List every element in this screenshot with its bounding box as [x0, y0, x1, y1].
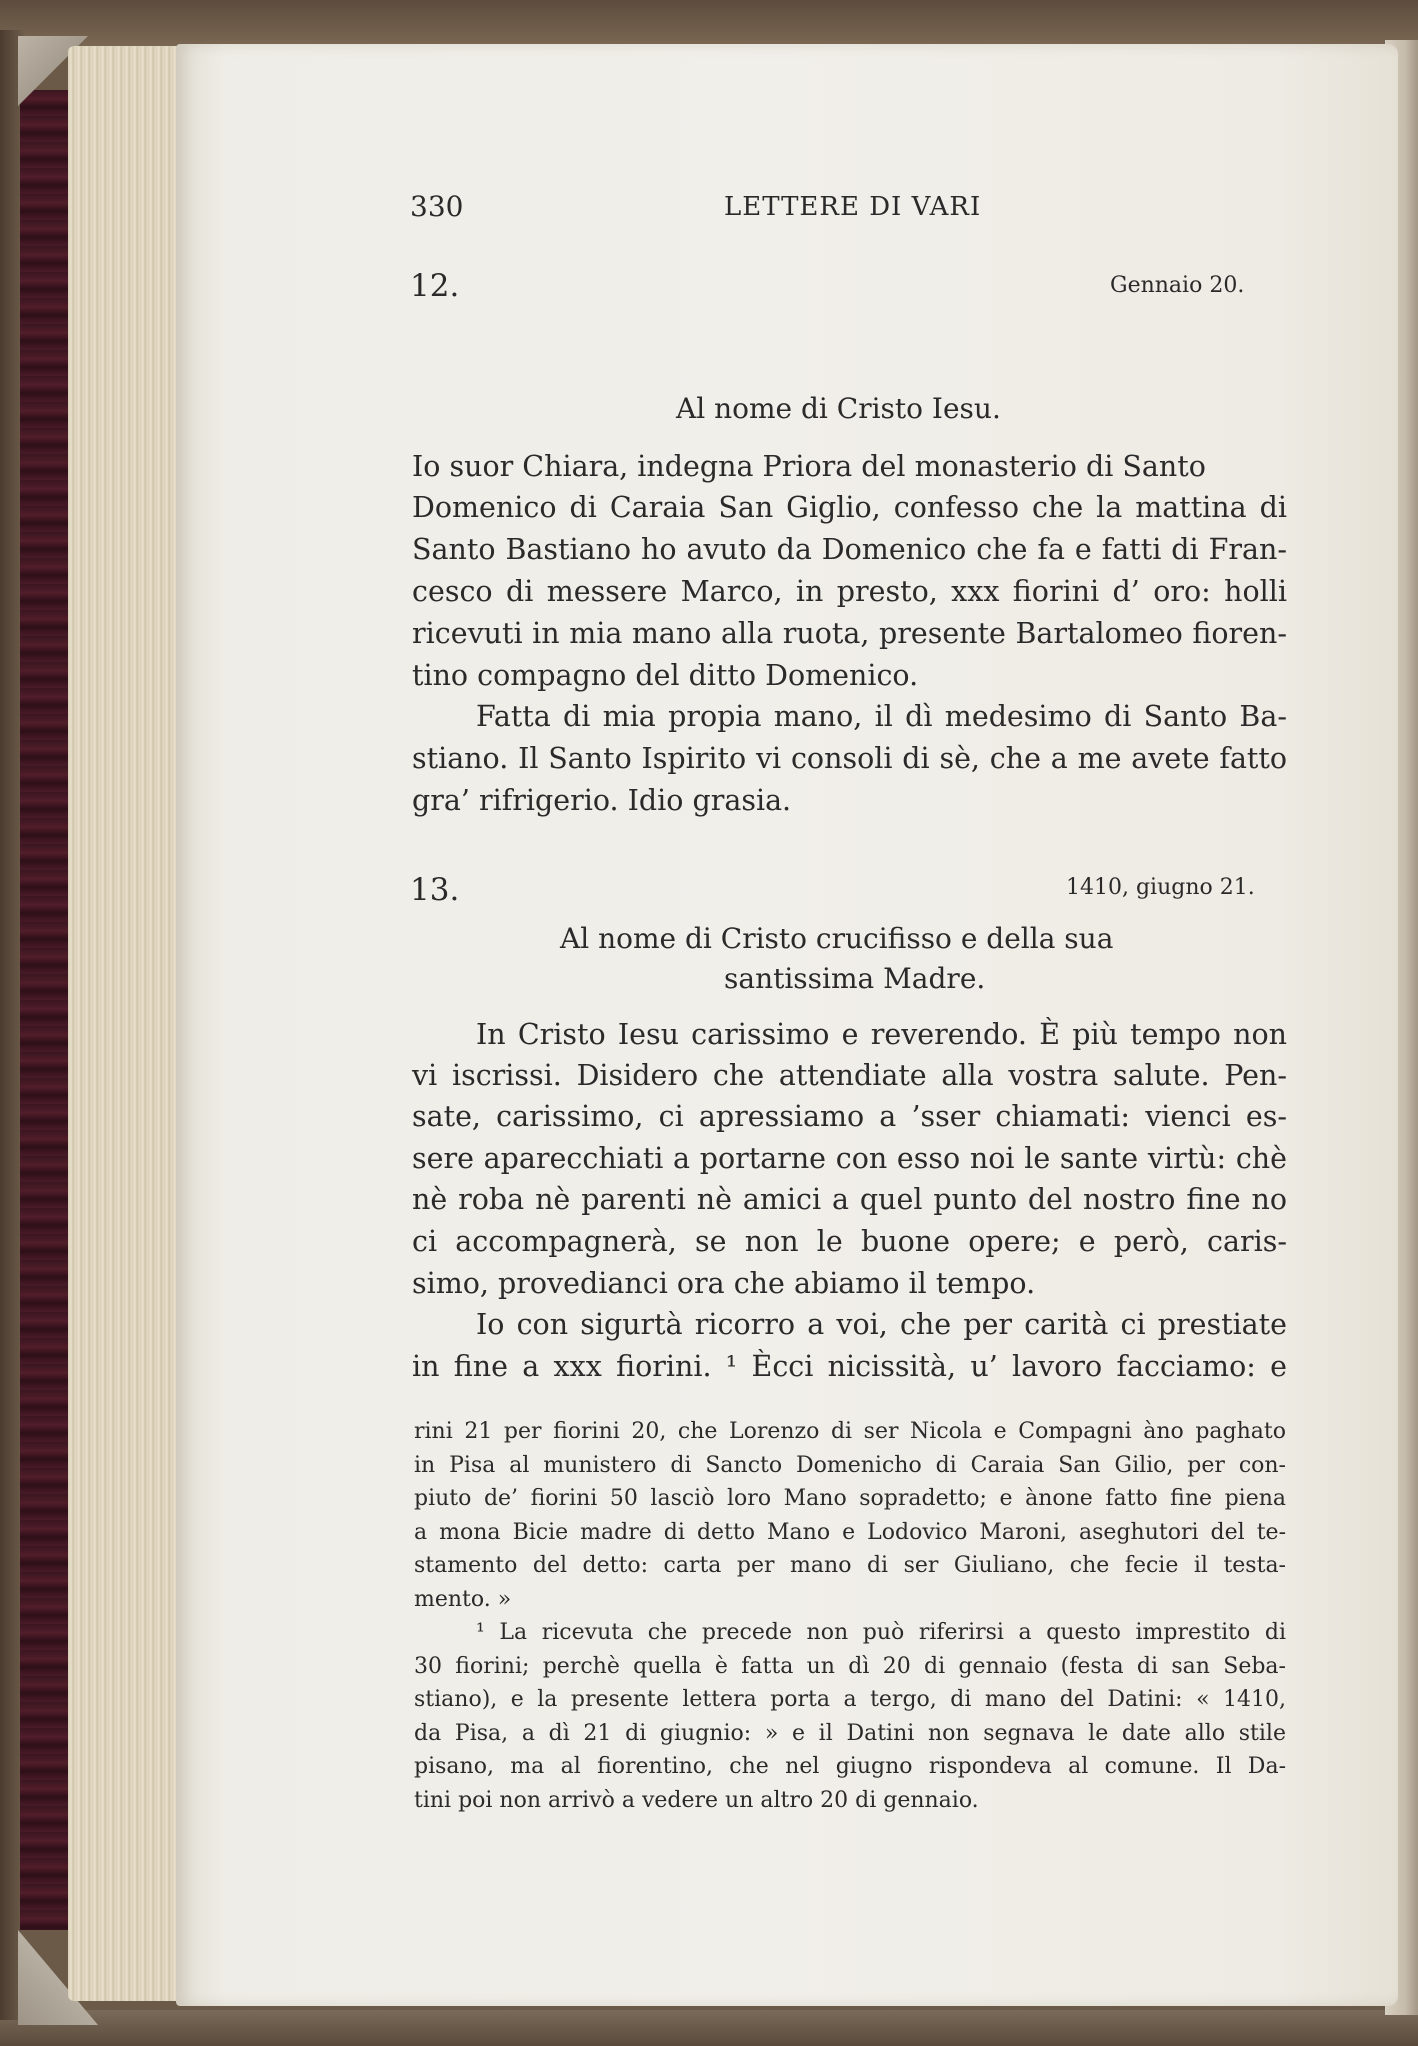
- letter-12-date: Gennaio 20.: [1110, 273, 1245, 298]
- footnote-1-line-2: 30 fiorini; perchè quella è fatta un dì 20 di gennaio (festa di san Seba-: [414, 1654, 1286, 1679]
- footnote-1-line-6: tini poi non arrivò a vedere un altro 20 di gennaio.: [414, 1788, 979, 1813]
- footnote-1-line-3: stiano), e la presente lettera porta a tergo, di mano del Datini: « 1410,: [414, 1687, 1286, 1712]
- background-bottom: [0, 2010, 1418, 2046]
- book-page: [176, 44, 1398, 2006]
- background-top: [0, 0, 1418, 48]
- letter-13-date: 1410, giugno 21.: [1066, 875, 1255, 900]
- letter-12-line-8: stiano. Il Santo Ispirito vi consoli di sè, che a me avete fatto: [412, 742, 1287, 775]
- letter-12-line-5: ricevuti in mia mano alla ruota, presente Bartalomeo fioren-: [412, 617, 1287, 650]
- letter-13-number: 13.: [410, 872, 460, 908]
- running-title: LETTERE DI VARI: [724, 192, 982, 222]
- letter-12-line-1-text: Io suor Chiara, indegna Priora del monasterio di Santo: [412, 450, 1206, 483]
- letter-12-line-1: [412, 450, 1264, 483]
- letter-12-line-9: gra’ rifrigerio. Idio grasia.: [412, 784, 792, 817]
- page-number: 330: [410, 190, 464, 223]
- marbled-spine: [20, 90, 72, 1930]
- footnote-continued-line-2: in Pisa al munistero di Sancto Domenicho di Caraia San Gilio, per con-: [414, 1453, 1286, 1478]
- letter-13-line-6: ci accompagnerà, se non le buone opere; e però, caris-: [412, 1225, 1287, 1258]
- footnote-continued-line-5: stamento del detto: carta per mano di ser Giuliano, che fecie il testa-: [414, 1553, 1286, 1578]
- footnote-continued-line-4: a mona Bicie madre di detto Mano e Lodovico Maroni, aseghutori del te-: [414, 1520, 1286, 1545]
- letter-12-number: 12.: [410, 268, 460, 304]
- letter-13-salutation-line-1: Al nome di Cristo crucifisso e della sua: [560, 922, 1114, 955]
- footnote-1-line-4: da Pisa, a dì 21 di giugnio: » e il Datini non segnava le date allo stile: [414, 1721, 1286, 1746]
- letter-13-line-2: vi iscrissi. Disidero che attendiate alla vostra salute. Pen-: [412, 1059, 1287, 1092]
- footnote-continued-line-1: rini 21 per fiorini 20, che Lorenzo di ser Nicola e Compagni àno paghato: [414, 1419, 1286, 1444]
- letter-13-line-4: sere aparecchiati a portarne con esso noi le sante virtù: chè: [412, 1142, 1287, 1175]
- footnote-continued-line-3: piuto de’ fiorini 50 lasciò loro Mano sopradetto; e ànone fatto fine piena: [414, 1486, 1286, 1511]
- letter-12-line-4: cesco di messere Marco, in presto, xxx fiorini d’ oro: holli: [412, 575, 1287, 608]
- letter-13-line-3: sate, carissimo, ci apressiamo a ’sser chiamati: vienci es-: [412, 1100, 1287, 1133]
- letter-12-line-3: Santo Bastiano ho avuto da Domenico che fa e fatti di Fran-: [412, 533, 1287, 566]
- letter-12-salutation: Al nome di Cristo Iesu.: [676, 392, 1001, 425]
- footnote-continued-line-6: mento. »: [414, 1587, 512, 1612]
- letter-12-line-2: Domenico di Caraia San Giglio, confesso che la mattina di: [412, 491, 1287, 524]
- letter-13-salutation-line-2: santissima Madre.: [724, 962, 986, 995]
- letter-13-line-7: simo, provedianci ora che abiamo il tempo.: [412, 1267, 1036, 1300]
- letter-13-line-9: in fine a xxx fiorini. ¹ Ècci nicissità, u’ lavoro facciamo: e: [412, 1350, 1287, 1383]
- page-edges: [68, 46, 188, 2001]
- footnote-1-line-5: pisano, ma al fiorentino, che nel giugno rispondeva al comune. Il Da-: [414, 1754, 1286, 1779]
- letter-13-line-8: Io con sigurtà ricorro a voi, che per carità ci prestiate: [476, 1308, 1287, 1341]
- facing-page-strip: [1404, 40, 1418, 2015]
- letter-13-line-1: In Cristo Iesu carissimo e reverendo. È più tempo non: [476, 1018, 1287, 1051]
- footnote-1-line-1: ¹ La ricevuta che precede non può riferirsi a questo imprestito di: [476, 1620, 1286, 1645]
- letter-12-line-6: tino compagno del ditto Domenico.: [412, 659, 919, 692]
- letter-12-line-7: Fatta di mia propia mano, il dì medesimo di Santo Ba-: [476, 700, 1287, 733]
- letter-13-line-5: nè roba nè parenti nè amici a quel punto del nostro fine no: [412, 1183, 1287, 1216]
